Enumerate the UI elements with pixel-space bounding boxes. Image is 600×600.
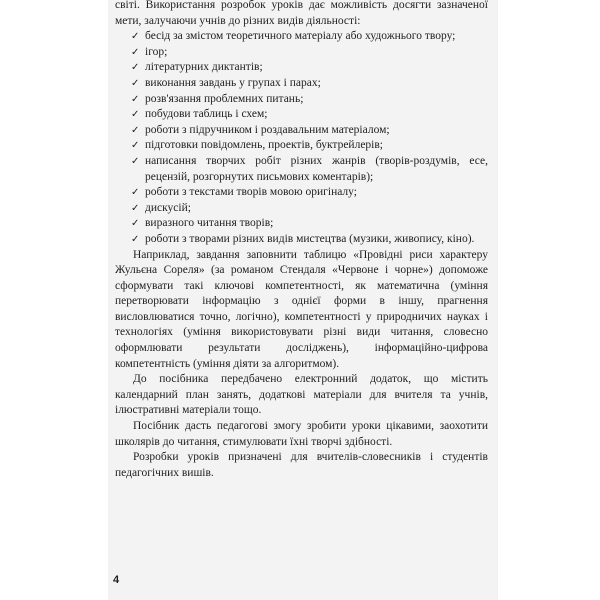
checkmark-icon: ✓	[131, 46, 140, 58]
benefit-paragraph: Посібник дасть педагогові змогу зробити уроки цікавими, заохотити школярів до читання, стимулювати їхні творчі здібності.	[115, 420, 488, 448]
checkmark-icon: ✓	[131, 62, 140, 74]
list-item: ✓ дискусій;	[131, 201, 488, 217]
checkmark-icon: ✓	[131, 77, 140, 89]
list-item: ✓ підготовки повідомлень, проектів, буктрейлерів;	[131, 138, 488, 154]
activity-list	[115, 29, 488, 247]
appendix-paragraph: До посібника передбачено електронний додаток, що містить календарний план занять, додаткові матеріали для вчителя та учнів, ілюстративні матеріали тощо.	[115, 373, 488, 417]
list-item: ✓ виразного читання творів;	[131, 216, 488, 232]
checkmark-icon: ✓	[131, 202, 140, 214]
checkmark-icon: ✓	[131, 218, 140, 230]
checkmark-icon: ✓	[131, 93, 140, 105]
intro-paragraph: світі. Використання розробок уроків дає можливість досягти зазначеної мети, залучаючи учнів до різних видів діяльності:	[115, 0, 488, 27]
checkmark-icon: ✓	[131, 140, 140, 152]
list-item: ✓ роботи з підручником і роздавальним матеріалом;	[131, 123, 488, 139]
list-item: ✓ написання творчих робіт різних жанрів (творів-роздумів, есе, рецензій, розгорнутих письмових коментарів);	[131, 154, 488, 183]
list-item: ✓ виконання завдань у групах і парах;	[131, 76, 488, 92]
list-item: ✓ бесід за змістом теоретичного матеріалу або художнього твору;	[131, 29, 488, 45]
page-number: 4	[113, 574, 120, 586]
list-item: ✓ роботи з текстами творів мовою оригіналу;	[131, 185, 488, 201]
checkmark-icon: ✓	[131, 155, 140, 167]
list-item: ✓ роботи з творами різних видів мистецтва (музики, живопису, кіно).	[131, 232, 488, 248]
list-item: ✓ розв'язання проблемних питань;	[131, 92, 488, 108]
page-text	[115, 0, 488, 481]
list-item: ✓ літературних диктантів;	[131, 60, 488, 76]
checkmark-icon: ✓	[131, 233, 140, 245]
list-item: ✓ ігор;	[131, 45, 488, 61]
example-paragraph: Наприклад, завдання заповнити таблицю «Провідні риси характеру Жульєна Сореля» (за романом Стендаля «Червоне і чорне») допоможе сформувати такі ключові компетентності, як математична (уміння перетворювати інформацію з однієї форми в іншу, прагнення висловлюватися точно, логічно), компетентності у природничих науках і технологіях (уміння використовувати різні види читання, словесно оформлювати результати досліджень), інформаційно-цифрова компетентність (уміння діяти за алгоритмом).	[115, 248, 488, 370]
checkmark-icon: ✓	[131, 31, 140, 43]
audience-paragraph: Розробки уроків призначені для вчителів-словесників і студентів педагогічних вишів.	[115, 451, 488, 479]
checkmark-icon: ✓	[131, 187, 140, 199]
checkmark-icon: ✓	[131, 109, 140, 121]
checkmark-icon: ✓	[131, 124, 140, 136]
list-item: ✓ побудови таблиць і схем;	[131, 107, 488, 123]
